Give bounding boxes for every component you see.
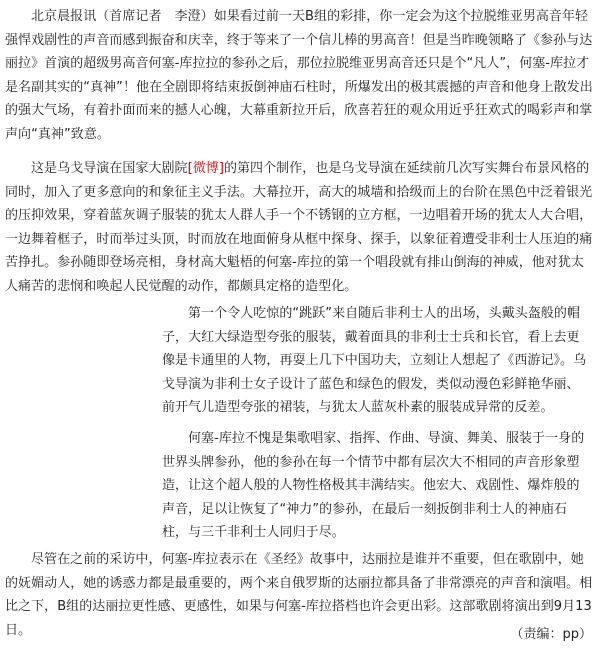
paragraph-production-rest: 的第四个制作，也是乌戈导演在延续前几次写实舞台布景风格的同时，加入了更多意向的和象征主义手法。大幕拉开，高大的城墙和拾级而上的台阶在黑色中泛着银光的压抑效果，穿着蓝灰调子服装的犹太人群人手一个不锈钢的立方框，一边唱着开场的犹太人大合唱，一边舞着框子，时而举过头顶，时而放在地面俯身从框中探身、探手，以象征着遭受非利士人压迫的痛苦挣扎。参孙随即登场亮相，身材高大魁梧的何塞-库拉的第一个唱段就有排山倒海的神威，他对犹太人痛苦的悲悯和唤起人民觉醒的动作，都颇具定格的造型化。 [5,161,593,294]
paragraph-production-start: 这是乌戈导演在国家大剧院 [31,161,188,176]
weibo-link[interactable]: [微博] [187,161,224,176]
editor-credit: （责编：pp） [510,627,592,642]
paragraph-lead: 北京晨报讯（首席记者 李澄）如果看过前一天B组的彩排，你一定会为这个拉脱维亚男高音年轻强悍戏剧性的声音而感到振奋和庆幸，终于等来了一个信儿棒的男高音！但是当昨晚领略了《参孙与达丽拉》首演的超级男高音何塞-库拉拉的参孙之后，那位拉脱维亚男高音还只是个“凡人”，何塞-库拉才是名副其实的“真神”！他在全剧即将结束扳倒神庙石柱时，所爆发出的极其震撼的声音和他身上散发出的强大气场，有着扑面而来的撼人心魄，大幕重新拉开后，欣喜若狂的观众用近乎狂欢式的喝彩声和掌声向“真神”致意。 [5,9,593,142]
paragraph-samson: 何塞-库拉不愧是集歌唱家、指挥、作曲、导演、舞美、服装于一身的世界头牌参孙，他的参孙在每一个情节中都有层次大不相同的声音形象塑造，让这个超人般的人物性格极其丰满结实。他宏大、戏剧性、爆炸般的声音，足以让恢复了“神力”的参孙，在最后一刻扳倒非利士人的神庙石柱，与三千非利士人同归于尽。 [162,431,585,540]
paragraph-production [5,157,595,298]
paragraph-philistines: 第一个令人吃惊的“跳跃”来自随后非利士人的出场，头戴头盔般的帽子，大红大绿造型夸张的服装，戴着面具的非利士士兵和长官，看上去更像是卡通里的人物，再耍上几下中国功夫，立刻让人想起了《西游记》。乌戈导演为非利士女子设计了蓝色和绿色的假发，类似动漫色彩鲜艳华丽、前开气儿造型夸张的裙装，与犹太人蓝灰朴素的服装成异常的反差。 [162,306,587,415]
paragraph-dalila: 尽管在之前的采访中，何塞-库拉表示在《圣经》故事中，达丽拉是谁并不重要，但在歌剧中，她的妩媚动人，她的诱惑力都是最重要的，两个来自俄罗斯的达丽拉都具备了非常漂亮的声音和演唱。相比之下，B组的达丽拉更性感、更感性，如果与何塞-库拉搭档也许会更出彩。这部歌剧将演出到9月13日。 [5,552,593,638]
